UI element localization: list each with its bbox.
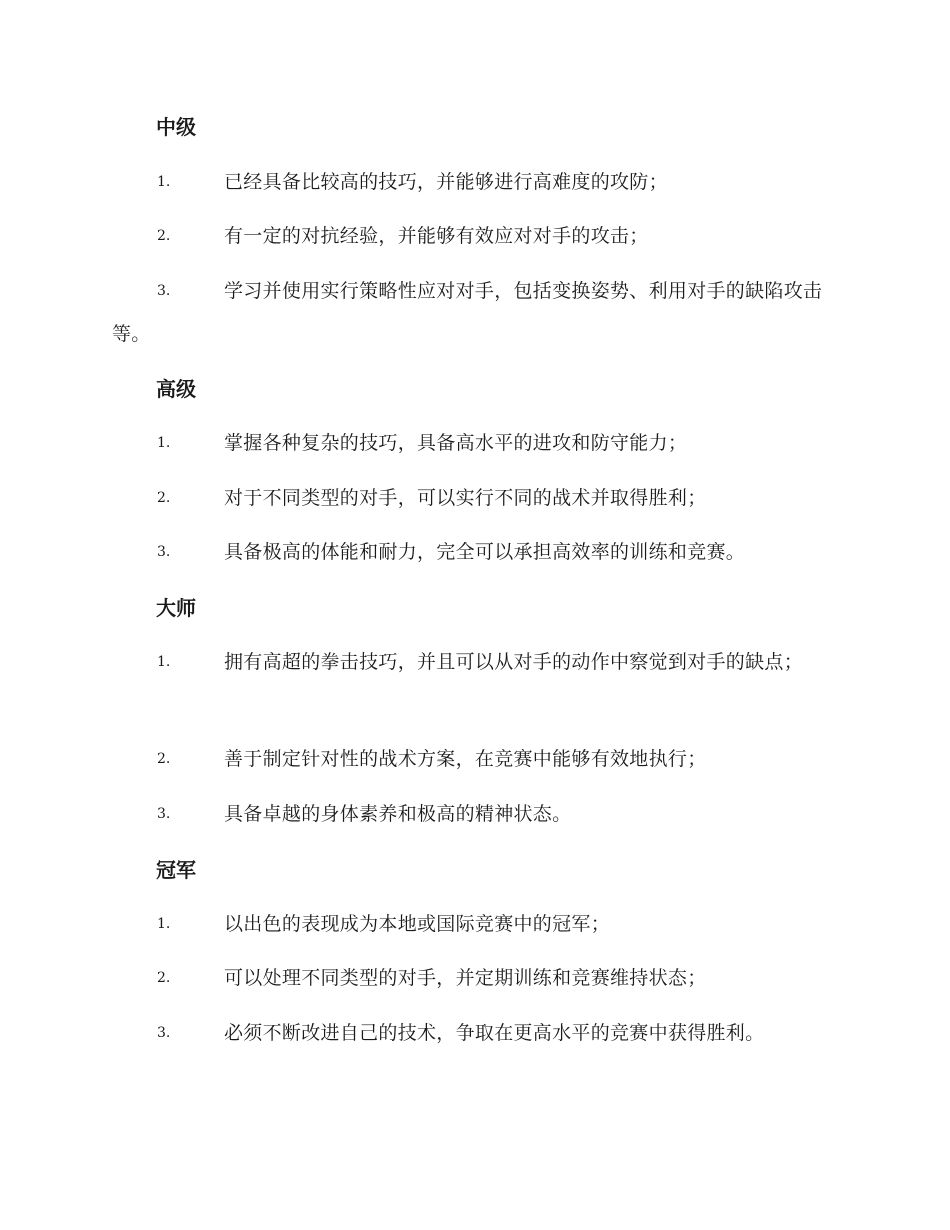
list-number: 1. <box>157 174 171 190</box>
section-heading-master: 大师 <box>156 596 196 620</box>
list-item <box>112 793 842 836</box>
list-item <box>112 270 842 356</box>
list-text: 善于制定针对性的战术方案，在竞赛中能够有效地执行； <box>224 748 707 770</box>
list-text: 有一定的对抗经验，并能够有效应对对手的攻击； <box>224 225 649 247</box>
list-number: 2. <box>157 970 171 986</box>
section-heading-intermediate: 中级 <box>156 115 196 139</box>
list-number: 3. <box>157 544 171 560</box>
list-item <box>112 641 842 684</box>
list-item <box>112 1012 842 1055</box>
list-number: 3. <box>157 806 171 822</box>
list-text: 拥有高超的拳击技巧，并且可以从对手的动作中察觉到对手的缺点； <box>224 651 804 673</box>
list-item <box>112 957 842 1000</box>
list-text: 具备卓越的身体素养和极高的精神状态。 <box>224 803 572 825</box>
list-number: 2. <box>157 228 171 244</box>
list-text: 对于不同类型的对手，可以实行不同的战术并取得胜利； <box>224 487 707 509</box>
list-text: 必须不断改进自己的技术，争取在更高水平的竞赛中获得胜利。 <box>224 1022 765 1044</box>
list-text: 已经具备比较高的技巧，并能够进行高难度的攻防； <box>224 171 668 193</box>
list-item <box>112 422 842 465</box>
list-number: 2. <box>157 751 171 767</box>
list-number: 3. <box>157 283 171 299</box>
list-text: 学习并使用实行策略性应对对手，包括变换姿势、利用对手的缺陷攻击等。 <box>112 280 823 345</box>
list-text: 以出色的表现成为本地或国际竞赛中的冠军； <box>224 913 611 935</box>
list-item <box>112 531 842 574</box>
list-item <box>112 215 842 258</box>
section-heading-champion: 冠军 <box>156 858 196 882</box>
list-text: 可以处理不同类型的对手，并定期训练和竞赛维持状态； <box>224 967 707 989</box>
list-number: 2. <box>157 490 171 506</box>
list-text: 掌握各种复杂的技巧，具备高水平的进攻和防守能力； <box>224 432 688 454</box>
list-item <box>112 903 842 946</box>
list-text: 具备极高的体能和耐力，完全可以承担高效率的训练和竞赛。 <box>224 541 746 563</box>
list-number: 3. <box>157 1025 171 1041</box>
list-item <box>112 161 842 204</box>
list-item <box>112 738 842 781</box>
list-number: 1. <box>157 435 171 451</box>
list-number: 1. <box>157 654 171 670</box>
list-number: 1. <box>157 916 171 932</box>
section-heading-advanced: 高级 <box>156 377 196 401</box>
list-item <box>112 477 842 520</box>
